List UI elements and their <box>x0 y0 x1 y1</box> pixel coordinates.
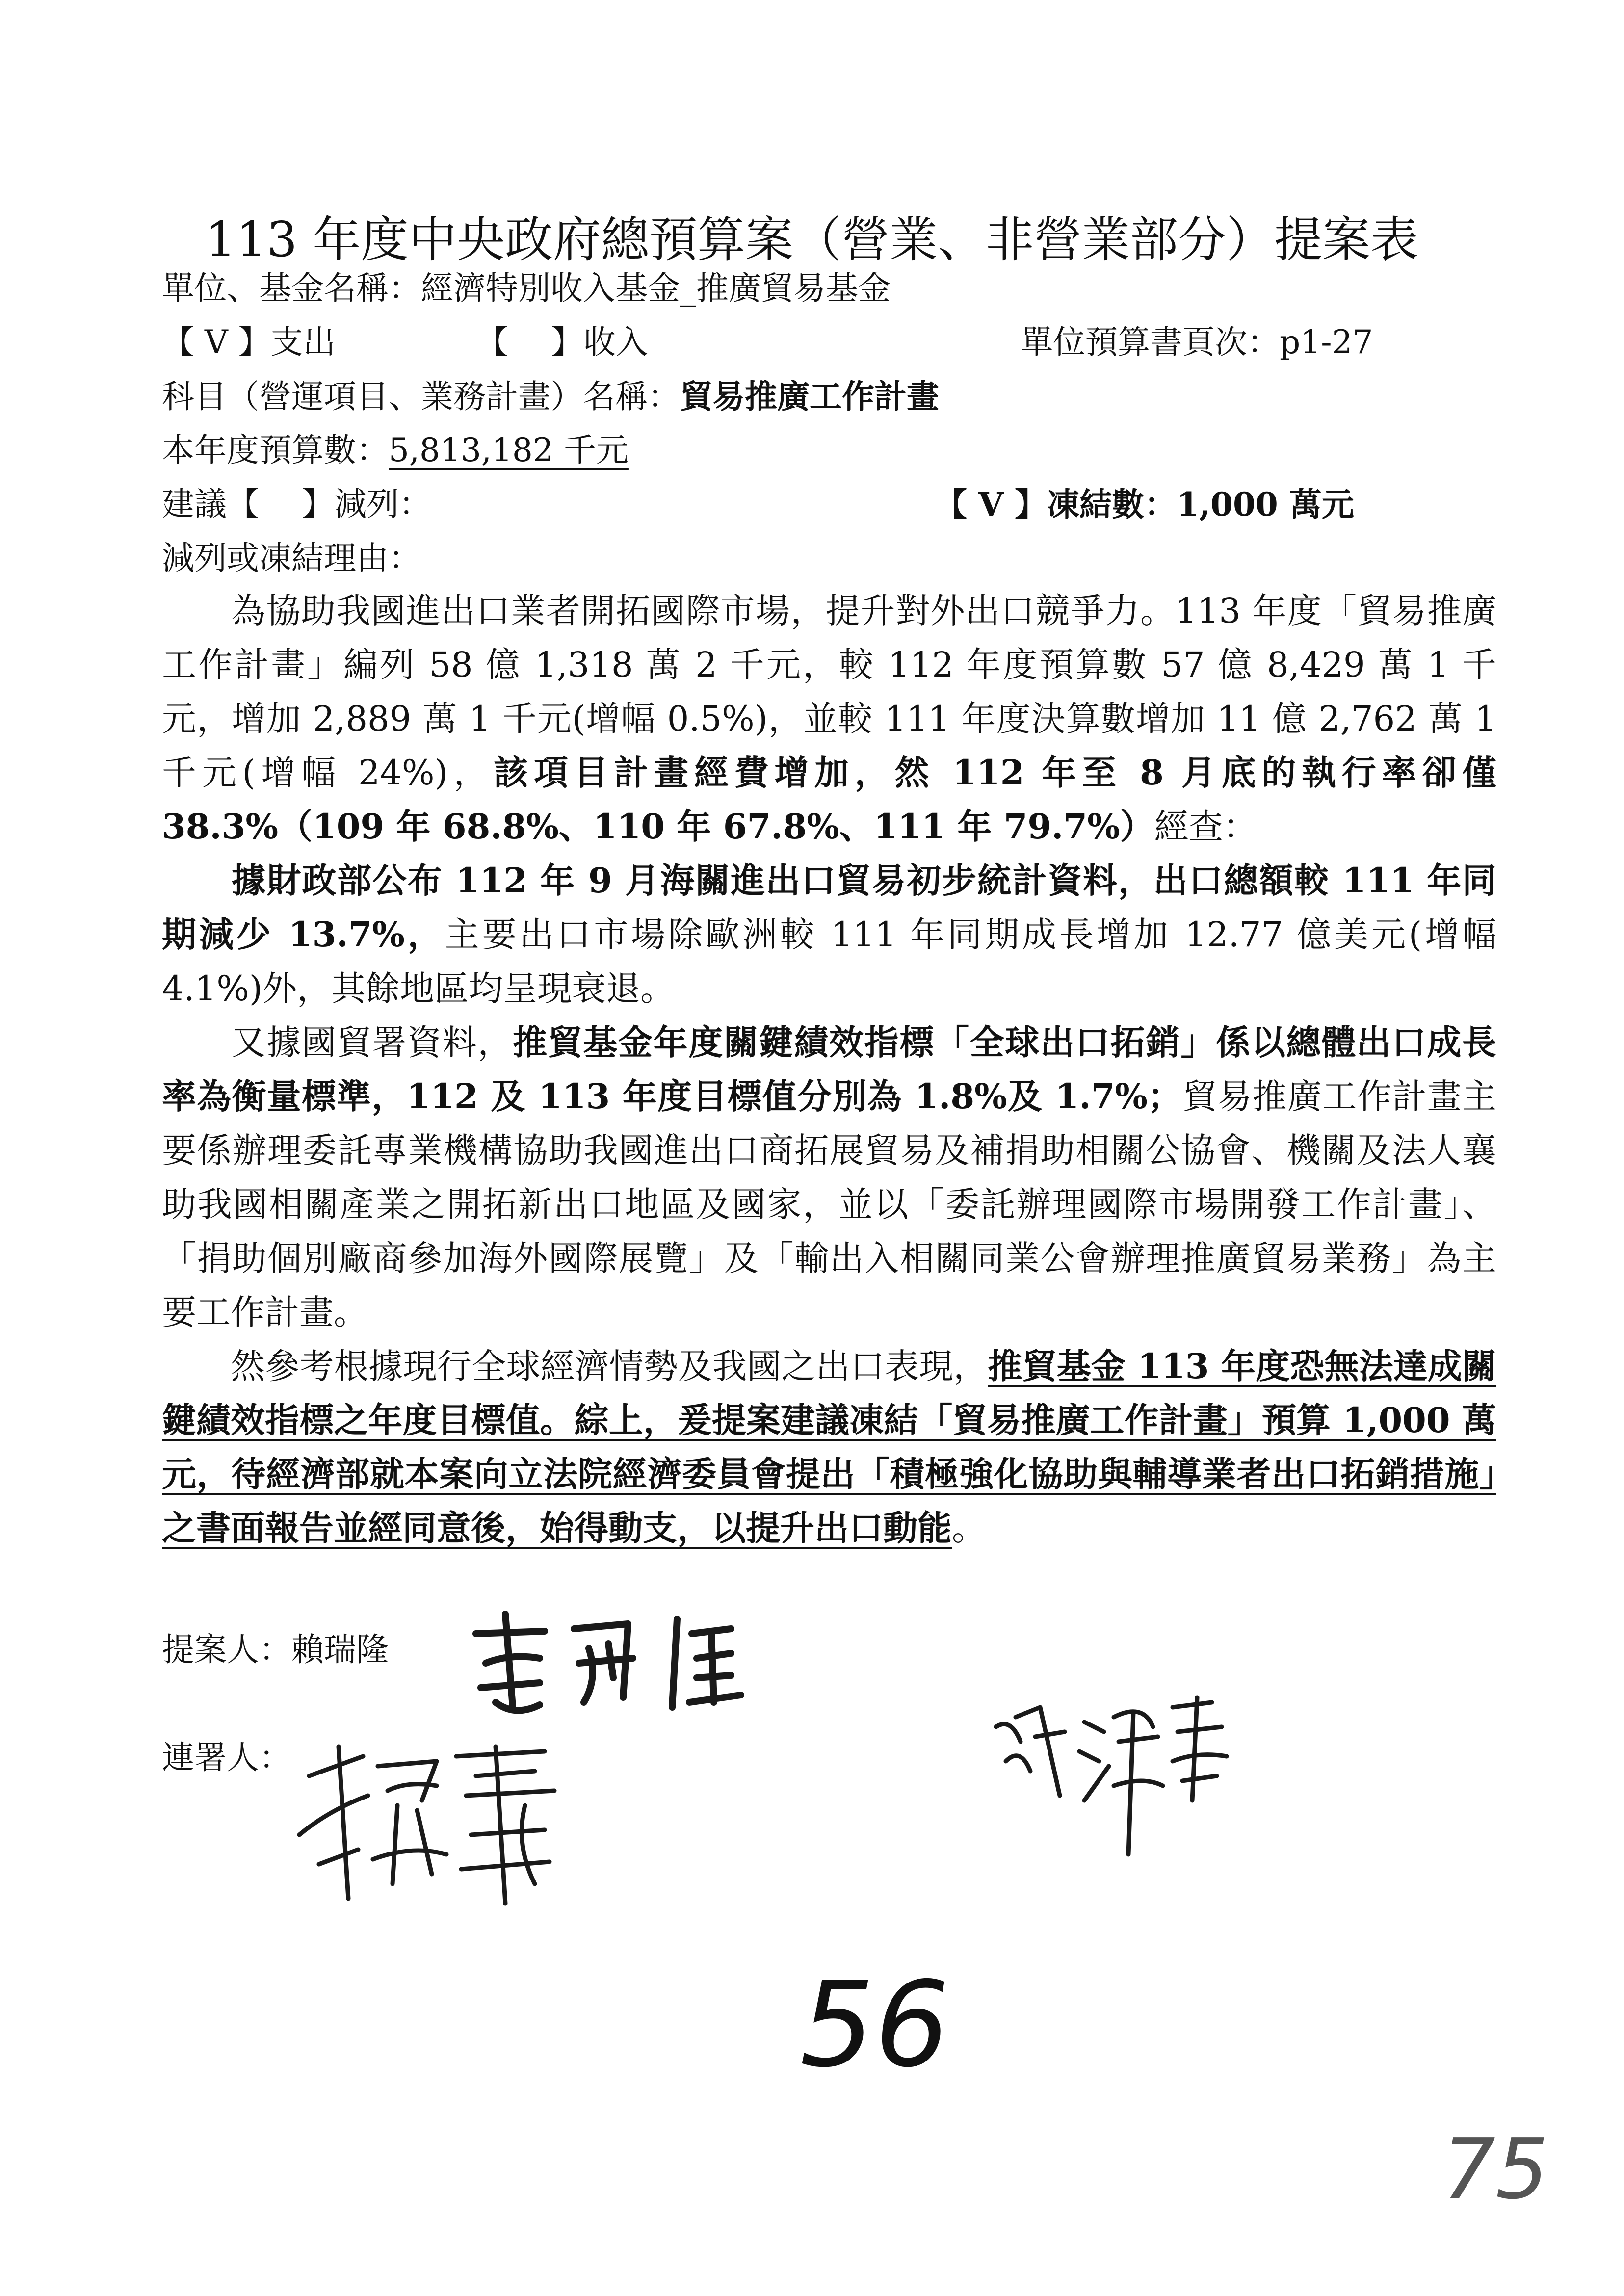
budget-value: 5,813,182 千元 <box>389 431 629 469</box>
page-title: 113 年度中央政府總預算案（營業、非營業部分）提案表 <box>205 212 1419 268</box>
freeze-line <box>935 485 1354 523</box>
paragraph-2 <box>162 854 1496 1016</box>
cosigner-label: 連署人： <box>162 1739 291 1776</box>
proposer-line <box>162 1631 389 1669</box>
corner-number-text: 75 <box>1442 2121 1549 2218</box>
paragraph-1-end: 經查： <box>1154 807 1257 847</box>
paragraph-4-text: 然參考根據現行全球經濟情勢及我國之出口表現， <box>231 1346 988 1386</box>
unit-fund-name: 單位、基金名稱：經濟特別收入基金_推廣貿易基金 <box>162 269 891 307</box>
subject-label: 科目（營運項目、業務計畫）名稱： <box>162 378 680 416</box>
paragraph-3-text: 又據國貿署資料， <box>231 1022 513 1063</box>
freeze-label: 【 V 】凍結數： <box>935 485 1177 523</box>
budget-label: 本年度預算數： <box>162 431 389 469</box>
handwritten-page-number <box>800 1956 1006 2093</box>
paragraph-2-text: 主要出口市場除歐洲較 111 年同期成長增加 12.77 億美元(增幅 4.1%)外，其餘地區均呈現衰退。 <box>162 914 1496 1009</box>
budget-line <box>162 431 629 469</box>
reason-label: 減列或凍結理由： <box>162 539 421 577</box>
proposer-name: 賴瑞隆 <box>291 1631 389 1669</box>
handwritten-corner-number <box>1442 2121 1580 2218</box>
suggest-cut: 建議【 】減列： <box>162 485 431 523</box>
page-reference: 單位預算書頁次：p1-27 <box>1021 323 1373 361</box>
subject-value: 貿易推廣工作計畫 <box>680 377 939 416</box>
paragraph-3 <box>162 1016 1496 1339</box>
paragraph-4-end: 。 <box>952 1508 986 1548</box>
paragraph-2-bold: 據財政部公布 112 年 9 月海關進出口貿易初步統計資料，出口總額較 111 年同期減少 13.7%， <box>162 860 1496 955</box>
paragraph-4-bold: 推貿基金 113 年度恐無法達成關鍵績效指標之年度目標值。綜上，爰提案建議凍結「貿易推廣工作計畫」預算 1,000 萬元，待經濟部就本案向立法院經濟委員會提出「積極強化協助與輔導業者出口拓銷措施」之書面報告並經同意後，始得動支，以提升出口動能 <box>162 1346 1497 1548</box>
subject-line <box>162 377 939 416</box>
expense-checkbox: 【 V 】支出 <box>162 323 336 361</box>
freeze-value: 1,000 萬元 <box>1177 485 1354 523</box>
income-checkbox: 【 】收入 <box>476 323 648 361</box>
proposer-label: 提案人： <box>162 1631 291 1669</box>
paragraph-1-text: 為協助我國進出口業者開拓國際市場，提升對外出口競爭力。113 年度「貿易推廣工作計畫」編列 58 億 1,318 萬 2 千元，較 112 年度預算數 57 億 8,429 萬 1 千元，增加 2,889 萬 1 千元(增幅 0.5%)，並較 111 年度決算數增加 11 億 2,762 萬 1 千元(增幅 24%)， <box>162 591 1496 793</box>
proposer-signature <box>466 1604 760 1722</box>
page-number-text: 56 <box>800 1956 950 2093</box>
paragraph-4 <box>162 1339 1496 1555</box>
cosigner-signature-2 <box>986 1688 1241 1894</box>
cosigner-signature-1 <box>289 1737 574 1913</box>
paragraph-1 <box>162 584 1496 854</box>
reason-paragraphs <box>162 584 1496 1555</box>
paragraph-1-bold: 該項目計畫經費增加，然 112 年至 8 月底的執行率卻僅 38.3%（109 年 68.8%、110 年 67.8%、111 年 79.7%） <box>162 752 1496 847</box>
paragraph-3-rest: 貿易推廣工作計畫主要係辦理委託專業機構協助我國進出口商拓展貿易及補捐助相關公協會、機關及法人襄助我國相關產業之開拓新出口地區及國家，並以「委託辦理國際市場開發工作計畫」、「捐助個別廠商參加海外國際展覽」及「輸出入相關同業公會辦理推廣貿易業務」為主要工作計畫。 <box>162 1076 1496 1332</box>
paragraph-3-bold: 推貿基金年度關鍵績效指標「全球出口拓銷」係以總體出口成長率為衡量標準，112 及 113 年度目標值分別為 1.8%及 1.7%； <box>162 1022 1496 1117</box>
